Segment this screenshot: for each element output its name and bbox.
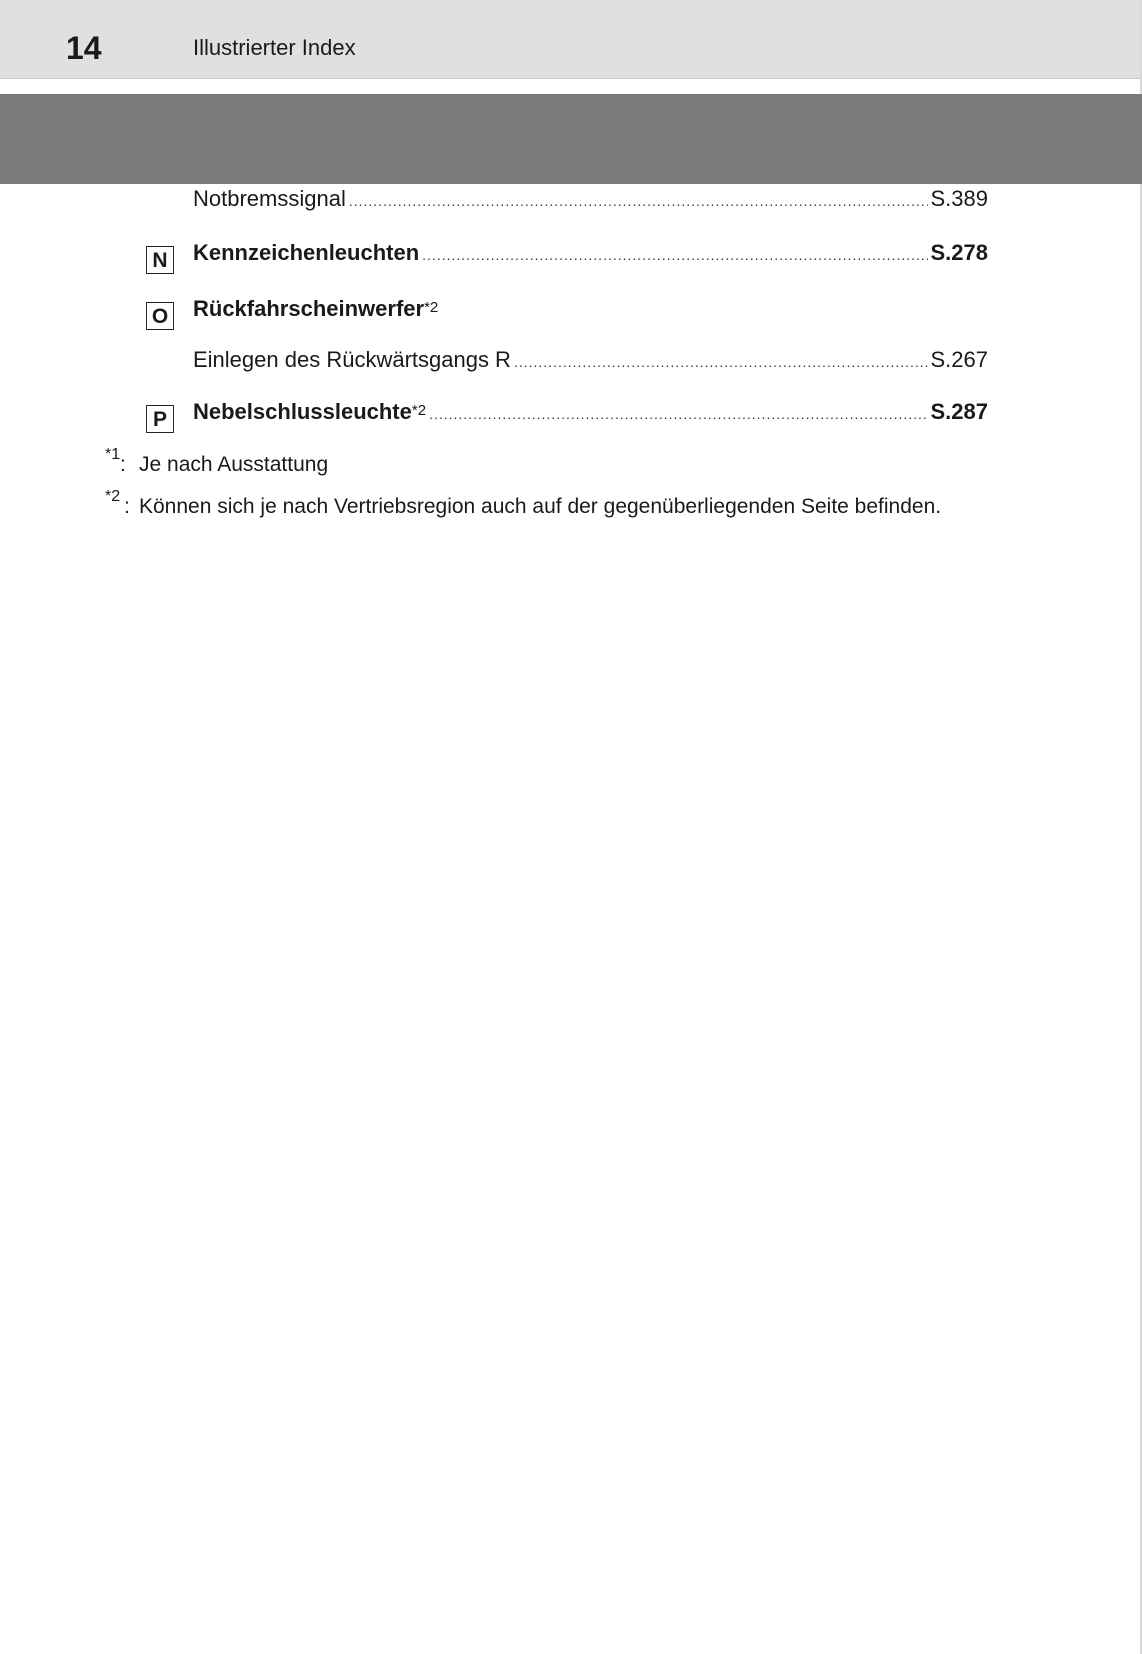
- page-reference[interactable]: S.278: [930, 240, 988, 265]
- page-reference[interactable]: S.267: [930, 347, 988, 372]
- entry-label: Kennzeichenleuchten: [193, 240, 420, 265]
- entry-label: Notbremssignal: [193, 186, 346, 211]
- footnote-text: Können sich je nach Vertriebsregion auch auf der gegenüberliegenden Seite befinden.: [139, 495, 942, 518]
- entry-label: Einlegen des Rückwärtsgangs R: [193, 347, 511, 372]
- index-letter-n: N: [146, 246, 174, 274]
- index-entry-rueckwaertsgang[interactable]: [193, 347, 988, 373]
- footnote-text: Je nach Ausstattung: [139, 453, 329, 476]
- footnote-mark: *1: [105, 446, 121, 463]
- index-entry-kennzeichenleuchten[interactable]: [193, 240, 988, 266]
- entry-label: Rückfahrscheinwerfer: [193, 296, 425, 321]
- footnote-separator: :: [120, 453, 126, 476]
- section-title: Illustrierter Index: [193, 35, 356, 60]
- page-reference[interactable]: S.389: [930, 186, 988, 211]
- header-bar: [0, 0, 1142, 79]
- dot-leader: [429, 406, 927, 422]
- illustration-band: [0, 94, 1142, 184]
- index-letter-p: P: [146, 405, 174, 433]
- index-entry-nebelschlussleuchte[interactable]: Nebelschlussleuchte $^{*2}$ ..... S.287: [193, 399, 988, 425]
- footnote-mark: *2: [105, 488, 121, 505]
- dot-leader: [422, 247, 927, 263]
- entry-label: Nebelschlussleuchte: [193, 399, 412, 424]
- dot-leader: [349, 193, 928, 209]
- page-number: 14: [66, 30, 102, 66]
- index-entry-rueckfahrscheinwerfer: Rückfahrscheinwerfer $^{*2}$: [193, 296, 439, 321]
- dot-leader: [514, 354, 928, 370]
- index-entry-notbremssignal[interactable]: [193, 186, 988, 212]
- index-letter-o: O: [146, 302, 174, 330]
- footnote-separator: :: [124, 495, 130, 518]
- page-reference[interactable]: S.287: [930, 399, 988, 424]
